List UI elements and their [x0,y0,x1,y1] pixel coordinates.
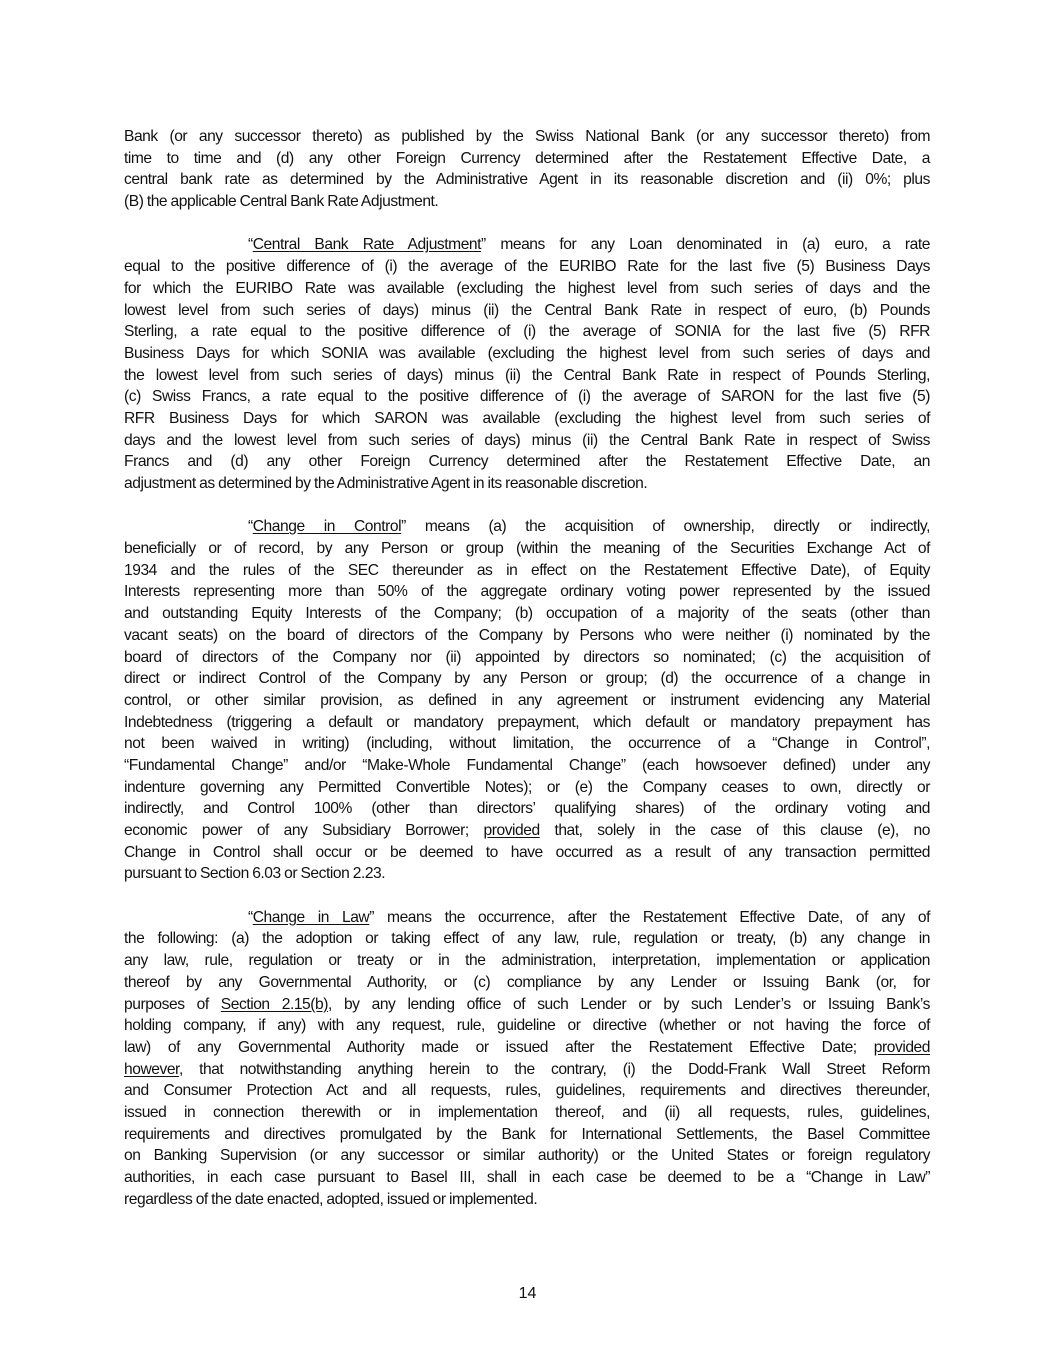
text-segment: Change in Control shall occur or be deemed to have occurred as a result of any transaction permitted [124,843,930,861]
text-line [124,1102,930,1124]
text-segment: holding company, if any) with any request, rule, guideline or directive (whether or not having the force of [124,1017,930,1035]
text-segment: requirements and directives promulgated by the Bank for International Settlements, the Basel Committee [124,1125,930,1143]
paragraph [124,516,930,885]
text-segment: regardless of the date enacted, adopted, issued or implemented. [124,1190,538,1208]
text-line [124,278,930,300]
text-line [124,798,930,820]
text-segment: any law, rule, regulation or treaty or in the administration, interpretation, implementation or application [124,952,930,970]
text-segment: board of directors of the Company nor (ii) appointed by directors so nominated; (c) the acquisition of [124,648,930,666]
text-segment: time to time and (d) any other Foreign Currency determined after the Restatement Effective Date, a [124,149,930,167]
text-line [124,1059,930,1081]
defined-term: provided [873,1038,930,1056]
text-line [124,1167,930,1189]
text-line [124,234,930,256]
text-segment: ” means the occurrence, after the Restatement Effective Date, of any of [369,908,930,926]
text-line [124,950,930,972]
text-segment: (B) the applicable Central Bank Rate Adjustment. [124,193,439,211]
text-segment: economic power of any Subsidiary Borrower; [124,822,484,839]
text-segment: pursuant to Section 6.03 or Section 2.23. [124,865,386,883]
text-line [124,755,930,777]
defined-term: however [124,1060,179,1078]
text-line [124,712,930,734]
text-segment: and Consumer Protection Act and all requests, rules, guidelines, requirements and directives thereunder, [124,1082,930,1100]
text-segment: beneficially or of record, by any Person or group (within the meaning of the Securities Exchange Act of [124,540,930,558]
text-line [124,560,930,582]
text-line [124,820,930,842]
text-line [124,365,930,387]
text-line [124,581,930,603]
text-segment: , by any lending office of such Lender or by such Lender’s or Issuing Bank’s [328,995,930,1013]
text-segment: lowest level from such series of days) minus (ii) the Central Bank Rate in respect of euro, (b) Pounds [124,301,930,319]
text-line [124,994,930,1016]
text-segment: , that notwithstanding anything herein to the contrary, (i) the Dodd-Frank Wall Street Reform [178,1060,930,1078]
text-line [124,1189,930,1211]
text-segment: that, solely in the case of this clause (e), no [539,822,930,839]
defined-term: Section 2.15(b) [220,995,328,1013]
text-line [124,863,930,885]
text-segment: equal to the positive difference of (i) the average of the EURIBO Rate for the last five (5) Business Days [124,258,930,276]
document-body [124,126,930,1232]
text-line [124,842,930,864]
text-line [124,408,930,430]
text-line [124,191,930,213]
text-line [124,690,930,712]
text-line [124,148,930,170]
text-line [124,1124,930,1146]
paragraph [124,126,930,213]
text-segment: law) of any Governmental Authority made or issued after the Restatement Effective Date; [124,1038,874,1056]
text-segment: days and the lowest level from such series of days) minus (ii) the Central Bank Rate in respect of Swiss [124,431,930,449]
text-line [124,1037,930,1059]
text-segment: RFR Business Days for which SARON was available (excluding the highest level from such series of [124,409,930,427]
text-line [124,300,930,322]
text-segment: thereof by any Governmental Authority, or (c) compliance by any Lender or Issuing Bank (or, for [124,973,930,991]
text-line [124,733,930,755]
text-line [124,126,930,148]
text-segment: purposes of [124,995,221,1013]
defined-term: provided [483,822,540,839]
text-line [124,430,930,452]
text-segment: indenture governing any Permitted Convertible Notes); or (e) the Company ceases to own, directly or [124,778,930,796]
text-line [124,1080,930,1102]
text-segment: “ [248,518,253,536]
text-line [124,169,930,191]
text-segment: “ [248,908,253,926]
text-line [124,907,930,929]
text-line [124,1145,930,1167]
text-line [124,668,930,690]
text-line [124,538,930,560]
text-segment: the following: (a) the adoption or taking effect of any law, rule, regulation or treaty, (b) any change in [124,930,930,948]
text-line [124,321,930,343]
text-segment: vacant seats) on the board of directors of the Company by Persons who were neither (i) nominated by the [124,626,930,644]
text-line [124,603,930,625]
paragraph [124,234,930,494]
text-line [124,451,930,473]
text-segment: “Fundamental Change” and/or “Make-Whole Fundamental Change” (each howsoever defined) under any [124,756,930,774]
text-segment: control, or other similar provision, as defined in any agreement or instrument evidencing any Material [124,691,930,709]
text-segment: Interests representing more than 50% of the aggregate ordinary voting power represented by the issued [124,583,930,601]
text-line [124,972,930,994]
text-segment: Bank (or any successor thereto) as published by the Swiss National Bank (or any successor thereto) from [124,128,930,145]
text-line [124,647,930,669]
text-segment: direct or indirect Control of the Company by any Person or group; (d) the occurrence of a change in [124,670,930,688]
text-segment: indirectly, and Control 100% (other than directors’ qualifying shares) of the ordinary voting and [124,800,930,818]
text-line [124,777,930,799]
text-line [124,386,930,408]
text-segment: ” means (a) the acquisition of ownership, directly or indirectly, [401,518,930,536]
text-segment: 1934 and the rules of the SEC thereunder as in effect on the Restatement Effective Date), of Equity [124,561,930,579]
text-segment: for which the EURIBO Rate was available (excluding the highest level from such series of days and the [124,279,930,297]
text-segment: adjustment as determined by the Administrative Agent in its reasonable discretion. [124,475,648,492]
text-segment: not been waived in writing) (including, without limitation, the occurrence of a “Change in Control”, [124,735,930,753]
defined-term: Change in Law [252,908,370,926]
text-segment: issued in connection therewith or in implementation thereof, and (ii) all requests, rules, guidelines, [124,1103,930,1121]
defined-term: Central Bank Rate Adjustment [252,236,482,254]
text-line [124,343,930,365]
text-segment: the lowest level from such series of days) minus (ii) the Central Bank Rate in respect of Pounds Sterling, [124,366,930,384]
text-segment: central bank rate as determined by the Administrative Agent in its reasonable discretion and (ii) 0%; plus [124,171,930,189]
text-line [124,516,930,538]
text-segment: (c) Swiss Francs, a rate equal to the positive difference of (i) the average of SARON for the last five (5) [124,388,930,406]
text-line [124,1015,930,1037]
paragraph [124,907,930,1211]
text-line [124,928,930,950]
text-segment: Indebtedness (triggering a default or mandatory prepayment, which default or mandatory prepayment has [124,713,930,731]
text-line [124,256,930,278]
text-segment: Business Days for which SONIA was available (excluding the highest level from such series of days and [124,344,930,362]
text-line [124,473,930,495]
page-number: 14 [518,1285,537,1302]
text-segment: Sterling, a rate equal to the positive difference of (i) the average of SONIA for the last five (5) RFR [124,323,930,341]
text-segment: ” means for any Loan denominated in (a) euro, a rate [481,236,931,254]
text-segment: on Banking Supervision (or any successor or similar authority) or the United States or foreign regulatory [124,1147,930,1165]
defined-term: Change in Control [252,518,402,536]
text-segment: Francs and (d) any other Foreign Currency determined after the Restatement Effective Date, an [124,453,930,471]
text-line [124,625,930,647]
text-segment: “ [248,236,253,254]
text-segment: and outstanding Equity Interests of the Company; (b) occupation of a majority of the seats (other than [124,605,930,623]
text-segment: authorities, in each case pursuant to Basel III, shall in each case be deemed to be a “Change in Law” [124,1169,930,1186]
